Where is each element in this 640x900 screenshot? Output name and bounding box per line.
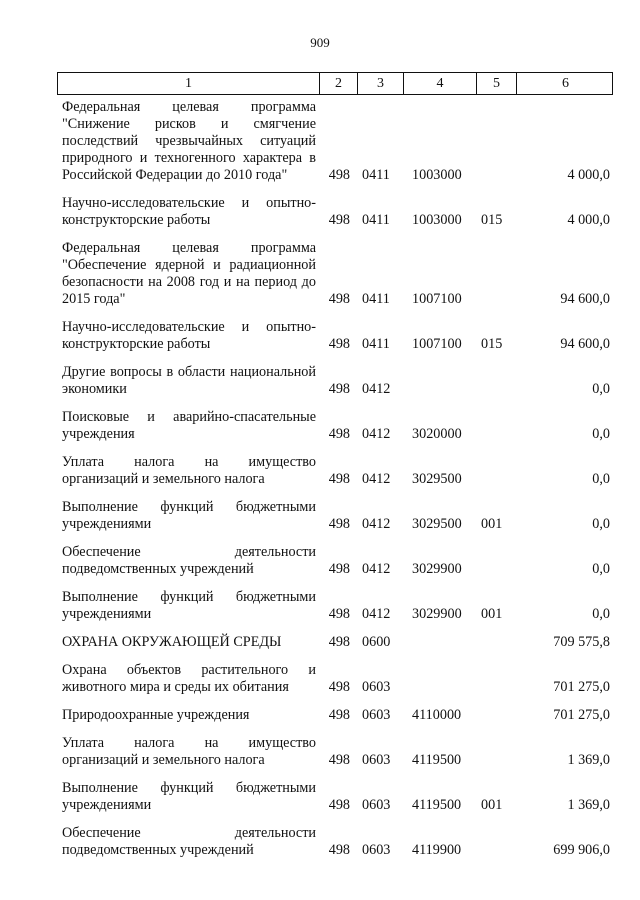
row-code-section: 0412 xyxy=(362,426,391,442)
row-code-section: 0603 xyxy=(362,842,391,858)
row-name: Уплата налога на имущество организаций и земельного налога xyxy=(62,454,316,487)
row-code-expense: 001 xyxy=(481,606,503,622)
table-row xyxy=(57,662,613,696)
row-amount: 701 275,0 xyxy=(553,707,610,723)
row-code-expense: 015 xyxy=(481,212,503,228)
row-code-admin: 498 xyxy=(328,707,350,723)
row-name: Федеральная целевая программа "Обеспечение ядерной и радиационной безопасности на 2008 год и на период до 2015 года" xyxy=(62,240,316,307)
row-code-expense: 015 xyxy=(481,336,503,352)
header-cell-5: 5 xyxy=(476,73,516,94)
row-name: Обеспечение деятельности подведомственных учреждений xyxy=(62,825,316,858)
row-code-admin: 498 xyxy=(328,471,350,487)
row-amount: 1 369,0 xyxy=(567,752,610,768)
row-name: Федеральная целевая программа "Снижение рисков и смягчение последствий чрезвычайных ситуаций природного и техногенного характера в Российской Федерации до 2010 года" xyxy=(62,99,316,183)
row-amount: 4 000,0 xyxy=(567,212,610,228)
row-code-target: 3020000 xyxy=(412,426,462,442)
header-cell-2: 2 xyxy=(319,73,357,94)
page-number: 909 xyxy=(310,35,330,50)
row-code-admin: 498 xyxy=(328,381,350,397)
row-name: Охрана объектов растительного и животного мира и среды их обитания xyxy=(62,662,316,695)
row-name: Поисковые и аварийно-спасательные учреждения xyxy=(62,409,316,442)
row-amount: 0,0 xyxy=(592,561,610,577)
table-row xyxy=(57,99,613,184)
header-cell-4: 4 xyxy=(403,73,476,94)
header-cell-1: 1 xyxy=(185,76,192,91)
row-code-section: 0603 xyxy=(362,752,391,768)
row-code-admin: 498 xyxy=(328,634,350,650)
row-code-target: 4110000 xyxy=(412,707,462,723)
row-code-target: 3029500 xyxy=(412,516,462,532)
row-code-target: 4119500 xyxy=(412,797,462,813)
table-row xyxy=(57,240,613,308)
row-amount: 701 275,0 xyxy=(553,679,610,695)
table-row xyxy=(57,195,613,229)
row-code-admin: 498 xyxy=(328,336,350,352)
row-name: Уплата налога на имущество организаций и земельного налога xyxy=(62,735,316,768)
row-code-target: 4119500 xyxy=(412,752,462,768)
row-name: ОХРАНА ОКРУЖАЮЩЕЙ СРЕДЫ xyxy=(62,634,282,650)
row-amount: 709 575,8 xyxy=(553,634,610,650)
row-name: Природоохранные учреждения xyxy=(62,707,250,723)
row-code-target: 4119900 xyxy=(412,842,462,858)
row-code-expense: 001 xyxy=(481,797,503,813)
row-name: Научно-исследовательские и опытно-конструкторские работы xyxy=(62,195,316,228)
row-code-section: 0411 xyxy=(362,291,390,307)
table-row xyxy=(57,780,613,814)
row-code-expense: 001 xyxy=(481,516,503,532)
row-code-target: 1007100 xyxy=(412,291,462,307)
row-code-target: 1007100 xyxy=(412,336,462,352)
row-code-section: 0412 xyxy=(362,561,391,577)
table-row xyxy=(57,454,613,488)
row-code-admin: 498 xyxy=(328,606,350,622)
table-row xyxy=(57,735,613,769)
table-body xyxy=(57,99,613,870)
row-code-target: 3029900 xyxy=(412,606,462,622)
row-name: Другие вопросы в области национальной экономики xyxy=(62,364,316,397)
row-code-target: 3029900 xyxy=(412,561,462,577)
row-code-section: 0412 xyxy=(362,606,391,622)
row-code-admin: 498 xyxy=(328,516,350,532)
row-code-section: 0411 xyxy=(362,212,390,228)
row-amount: 0,0 xyxy=(592,426,610,442)
row-code-admin: 498 xyxy=(328,842,350,858)
row-code-admin: 498 xyxy=(328,679,350,695)
row-code-section: 0603 xyxy=(362,797,391,813)
row-amount: 94 600,0 xyxy=(560,336,610,352)
row-amount: 1 369,0 xyxy=(567,797,610,813)
table-row xyxy=(57,634,613,651)
header-cell-3: 3 xyxy=(357,73,403,94)
row-code-admin: 498 xyxy=(328,752,350,768)
row-code-admin: 498 xyxy=(328,167,350,183)
row-code-admin: 498 xyxy=(328,291,350,307)
row-code-admin: 498 xyxy=(328,797,350,813)
table-row xyxy=(57,825,613,859)
table-header xyxy=(57,72,613,95)
row-amount: 0,0 xyxy=(592,606,610,622)
table-row xyxy=(57,364,613,398)
row-name: Выполнение функций бюджетными учреждениями xyxy=(62,780,316,813)
row-name: Выполнение функций бюджетными учреждениями xyxy=(62,499,316,532)
row-name: Научно-исследовательские и опытно-конструкторские работы xyxy=(62,319,316,352)
header-cell-6: 6 xyxy=(516,73,614,94)
table-row xyxy=(57,544,613,578)
row-code-section: 0603 xyxy=(362,679,391,695)
row-code-admin: 498 xyxy=(328,561,350,577)
table-row xyxy=(57,589,613,623)
row-amount: 4 000,0 xyxy=(567,167,610,183)
table-row xyxy=(57,409,613,443)
table-row xyxy=(57,319,613,353)
row-name: Выполнение функций бюджетными учреждениями xyxy=(62,589,316,622)
row-code-section: 0412 xyxy=(362,516,391,532)
table-row xyxy=(57,499,613,533)
row-amount: 0,0 xyxy=(592,516,610,532)
row-code-target: 3029500 xyxy=(412,471,462,487)
row-amount: 0,0 xyxy=(592,471,610,487)
row-code-section: 0603 xyxy=(362,707,391,723)
row-code-admin: 498 xyxy=(328,426,350,442)
row-code-section: 0412 xyxy=(362,381,391,397)
row-code-section: 0600 xyxy=(362,634,391,650)
row-amount: 94 600,0 xyxy=(560,291,610,307)
row-code-section: 0412 xyxy=(362,471,391,487)
row-code-admin: 498 xyxy=(328,212,350,228)
row-code-section: 0411 xyxy=(362,336,390,352)
row-amount: 699 906,0 xyxy=(553,842,610,858)
row-name: Обеспечение деятельности подведомственных учреждений xyxy=(62,544,316,577)
row-code-target: 1003000 xyxy=(412,167,462,183)
table-row xyxy=(57,707,613,724)
row-amount: 0,0 xyxy=(592,381,610,397)
row-code-section: 0411 xyxy=(362,167,390,183)
row-code-target: 1003000 xyxy=(412,212,462,228)
